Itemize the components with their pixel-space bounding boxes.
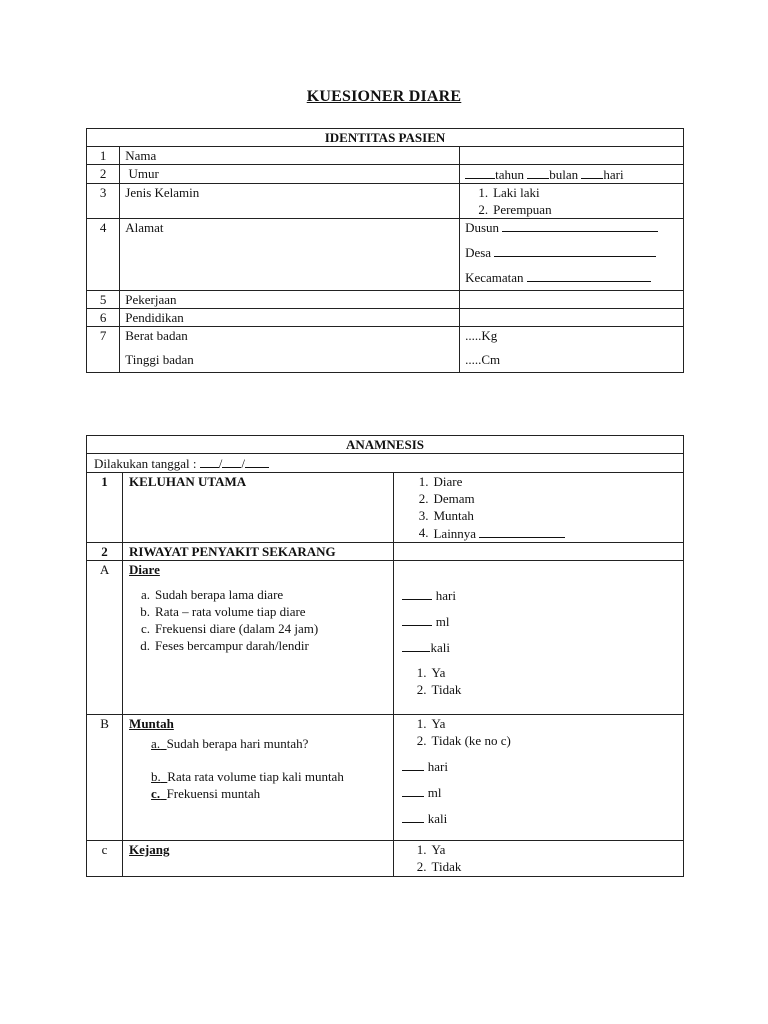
diare-question: a. Sudah berapa lama diare	[141, 587, 284, 602]
muntah-hari-unit: hari	[424, 759, 448, 774]
kejang-question-cell	[123, 841, 394, 877]
table-row	[87, 147, 684, 165]
document-title: KUESIONER DIARE	[306, 88, 462, 105]
umur-bulan-blank[interactable]	[527, 165, 549, 179]
table-row	[87, 291, 684, 309]
diare-darah-option[interactable]: 2. Tidak	[416, 682, 462, 697]
muntah-kali-blank[interactable]	[402, 809, 424, 823]
anamnesis-table	[86, 435, 684, 877]
muntah-kali-unit: kali	[424, 811, 448, 826]
row-letter: c	[87, 841, 123, 877]
row-number: 2	[87, 165, 120, 184]
diare-question: b. Rata – rata volume tiap diare	[140, 604, 306, 619]
kejang-answer-cell	[394, 841, 684, 877]
row-letter: B	[87, 715, 123, 841]
muntah-question: c. Frekuensi muntah	[151, 786, 261, 801]
field-label-pendidikan: Pendidikan	[120, 309, 460, 327]
identitas-header: IDENTITAS PASIEN	[87, 129, 684, 147]
umur-tahun-label: tahun	[495, 167, 524, 182]
tanggal-row: Dilakukan tanggal : / /	[87, 454, 684, 473]
diare-darah-option[interactable]: 1. Ya	[416, 665, 446, 680]
table-row	[87, 327, 684, 373]
muntah-option[interactable]: 2. Tidak (ke no c)	[416, 733, 511, 748]
tanggal-label: Dilakukan tanggal :	[94, 456, 200, 471]
diare-answer-cell	[394, 561, 684, 715]
diare-heading: Diare	[129, 562, 160, 577]
diare-question-cell	[123, 561, 394, 715]
field-label-tinggi-badan: Tinggi badan	[125, 352, 194, 367]
muntah-ml-unit: ml	[424, 785, 442, 800]
keluhan-utama-label: KELUHAN UTAMA	[123, 473, 394, 543]
kecamatan-blank[interactable]	[527, 268, 651, 282]
muntah-option[interactable]: 1. Ya	[416, 716, 446, 731]
field-label-pekerjaan: Pekerjaan	[120, 291, 460, 309]
lainnya-blank[interactable]	[479, 524, 565, 538]
table-row	[87, 219, 684, 291]
row-number: 1	[87, 473, 123, 543]
jenis-kelamin-option[interactable]: 2. Perempuan	[478, 202, 552, 217]
riwayat-label: RIWAYAT PENYAKIT SEKARANG	[123, 543, 394, 561]
field-label-nama: Nama	[120, 147, 460, 165]
berat-badan-unit: .....Kg	[465, 328, 498, 343]
keluhan-option[interactable]: 1. Diare	[418, 474, 463, 489]
row-letter: A	[87, 561, 123, 715]
identitas-pasien-table	[86, 128, 684, 373]
table-row	[87, 561, 684, 715]
diare-ml-blank[interactable]	[402, 612, 432, 626]
umur-hari-blank[interactable]	[581, 165, 603, 179]
riwayat-answer-cell	[394, 543, 684, 561]
bb-tb-label-cell	[120, 327, 460, 373]
desa-blank[interactable]	[494, 243, 656, 257]
dusun-blank[interactable]	[502, 218, 658, 232]
table-row	[87, 473, 684, 543]
jenis-kelamin-answer-cell	[460, 184, 684, 219]
keluhan-utama-answer-cell	[394, 473, 684, 543]
muntah-question: a. Sudah berapa hari muntah?	[151, 736, 309, 751]
kejang-heading: Kejang	[129, 842, 170, 857]
field-label-berat-badan: Berat badan	[125, 328, 188, 343]
row-number: 2	[87, 543, 123, 561]
nama-answer-cell[interactable]	[460, 147, 684, 165]
row-number: 5	[87, 291, 120, 309]
diare-hari-blank[interactable]	[402, 586, 432, 600]
tinggi-badan-unit: .....Cm	[465, 352, 501, 367]
diare-kali-unit: kali	[430, 640, 450, 655]
muntah-question-cell	[123, 715, 394, 841]
bb-tb-answer-cell[interactable]	[460, 327, 684, 373]
row-number: 1	[87, 147, 120, 165]
jenis-kelamin-option[interactable]: 1. Laki laki	[478, 185, 540, 200]
diare-kali-blank[interactable]	[402, 638, 430, 652]
field-label-jenis-kelamin: Jenis Kelamin	[120, 184, 460, 219]
diare-hari-unit: hari	[432, 588, 456, 603]
table-row	[87, 715, 684, 841]
table-row	[87, 543, 684, 561]
table-row	[87, 841, 684, 877]
kejang-option[interactable]: 2. Tidak	[416, 859, 462, 874]
row-number: 7	[87, 327, 120, 373]
muntah-answer-cell	[394, 715, 684, 841]
umur-tahun-blank[interactable]	[465, 165, 495, 179]
row-number: 4	[87, 219, 120, 291]
table-row	[87, 184, 684, 219]
diare-question: d. Feses bercampur darah/lendir	[140, 638, 309, 653]
muntah-heading: Muntah	[129, 716, 174, 731]
field-label-umur: Umur	[120, 165, 460, 184]
muntah-ml-blank[interactable]	[402, 783, 424, 797]
row-number: 6	[87, 309, 120, 327]
umur-hari-label: hari	[603, 167, 624, 182]
keluhan-option[interactable]: 2. Demam	[418, 491, 475, 506]
kecamatan-label: Kecamatan	[465, 270, 524, 285]
tanggal-year-blank[interactable]	[245, 454, 269, 468]
pekerjaan-answer-cell[interactable]	[460, 291, 684, 309]
table-row	[87, 165, 684, 184]
umur-answer-cell[interactable]	[460, 165, 684, 184]
tanggal-month-blank[interactable]	[222, 454, 241, 468]
field-label-alamat: Alamat	[120, 219, 460, 291]
anamnesis-header: ANAMNESIS	[87, 436, 684, 454]
desa-label: Desa	[465, 245, 492, 260]
umur-bulan-label: bulan	[549, 167, 579, 182]
diare-ml-unit: ml	[432, 614, 450, 629]
alamat-answer-cell	[460, 219, 684, 291]
diare-question: c. Frekuensi diare (dalam 24 jam)	[141, 621, 319, 636]
row-number: 3	[87, 184, 120, 219]
dusun-label: Dusun	[465, 220, 500, 235]
muntah-hari-blank[interactable]	[402, 757, 424, 771]
muntah-question: b. Rata rata volume tiap kali muntah	[151, 769, 344, 784]
keluhan-option[interactable]: 3. Muntah	[418, 508, 474, 523]
keluhan-option[interactable]: 4. Lainnya	[407, 524, 683, 542]
kejang-option[interactable]: 1. Ya	[416, 842, 446, 857]
tanggal-day-blank[interactable]	[200, 454, 219, 468]
